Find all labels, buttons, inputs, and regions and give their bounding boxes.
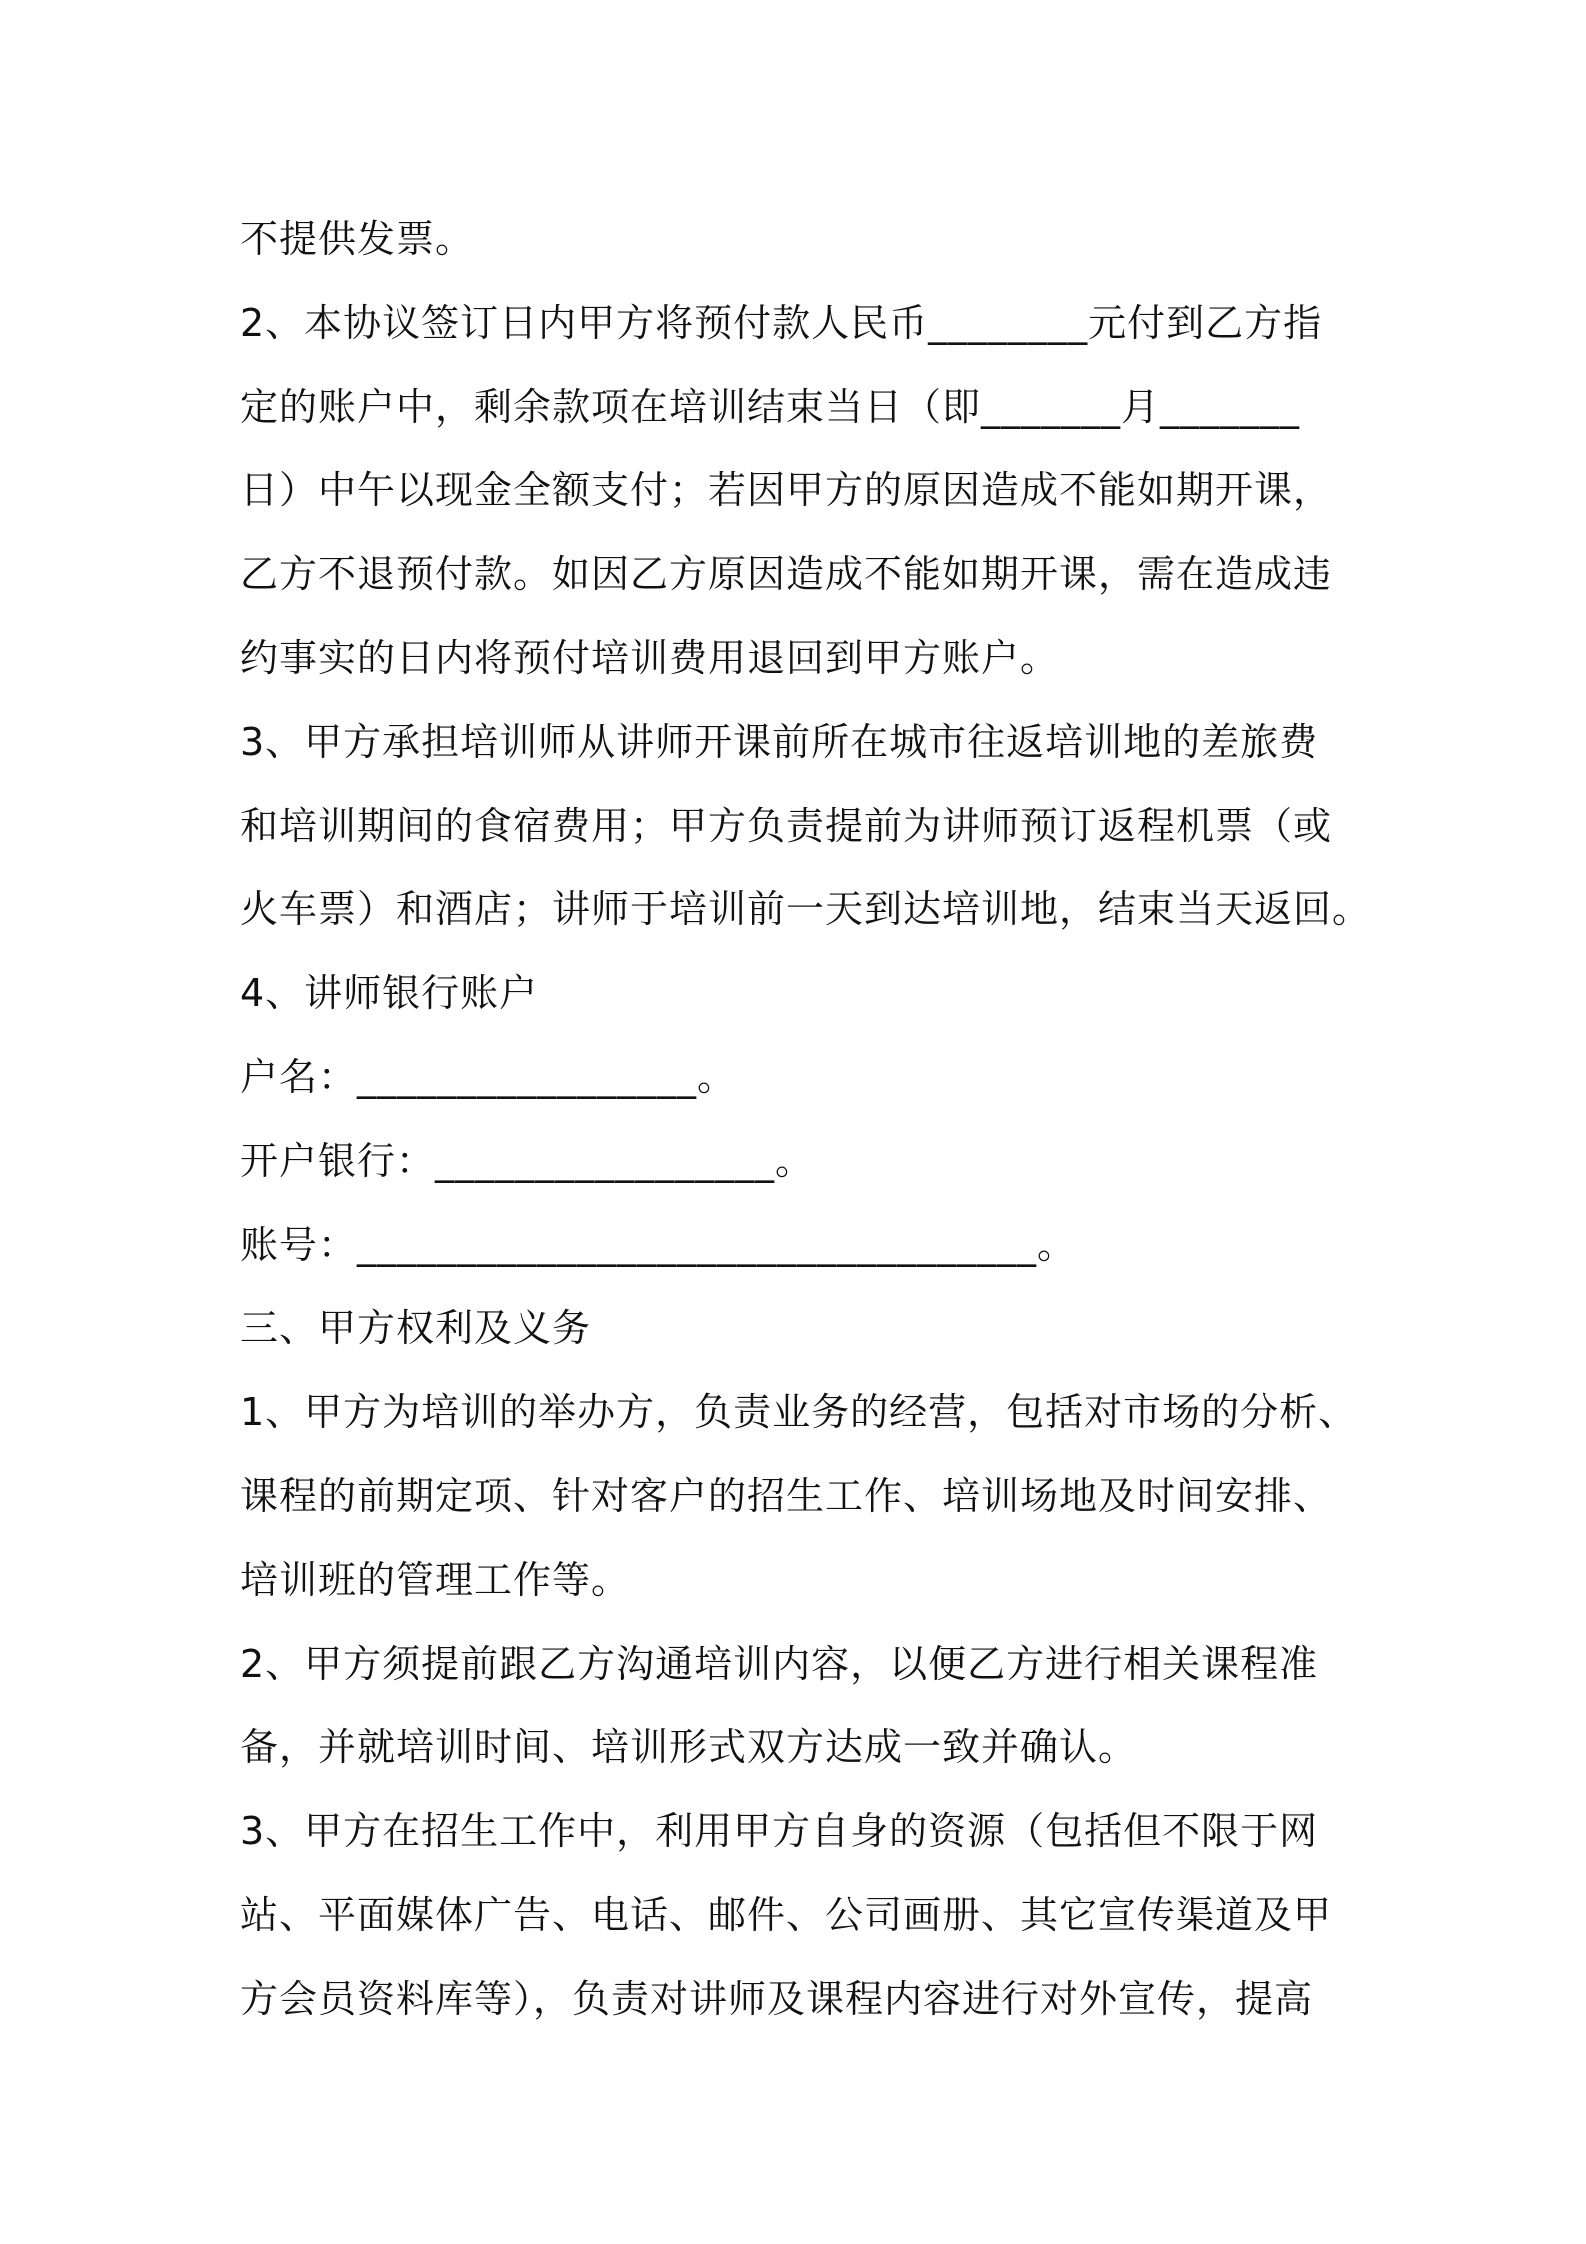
account-name-line: 户名：_________________。: [240, 1054, 737, 1099]
text-line: 3、甲方承担培训师从讲师开课前所在城市往返培训地的差旅费: [240, 719, 1319, 764]
text-line: 方会员资料库等），负责对讲师及课程内容进行对外宣传，提高: [240, 1976, 1314, 2021]
text-line: 培训班的管理工作等。: [240, 1557, 631, 1602]
text-line: 课程的前期定项、针对客户的招生工作、培训场地及时间安排、: [240, 1473, 1333, 1518]
text-line: 和培训期间的食宿费用；甲方负责提前为讲师预订返程机票（或: [240, 803, 1333, 848]
account-number-line: 账号：__________________________________。: [240, 1222, 1077, 1267]
text-line: 乙方不退预付款。如因乙方原因造成不能如期开课，需在造成违: [240, 552, 1333, 597]
text-line: 站、平面媒体广告、电话、邮件、公司画册、其它宣传渠道及甲: [240, 1892, 1333, 1937]
text-line: 2、本协议签订日内甲方将预付款人民币________元付到乙方指: [240, 300, 1323, 345]
text-line: 约事实的日内将预付培训费用退回到甲方账户。: [240, 635, 1060, 680]
text-line: 日）中午以现金全额支付；若因甲方的原因造成不能如期开课，: [240, 468, 1333, 513]
text-line: 3、甲方在招生工作中，利用甲方自身的资源（包括但不限于网: [240, 1809, 1319, 1854]
text-line: 备，并就培训时间、培训形式双方达成一致并确认。: [240, 1725, 1138, 1770]
text-line: 4、讲师银行账户: [240, 971, 539, 1016]
bank-name-line: 开户银行：_________________。: [240, 1138, 815, 1183]
text-line: 不提供发票。: [240, 217, 475, 261]
section-heading: 三、甲方权利及义务: [240, 1306, 592, 1351]
text-line: 火车票）和酒店；讲师于培训前一天到达培训地，结束当天返回。: [240, 887, 1372, 932]
text-line: 定的账户中，剩余款项在培训结束当日（即_______月_______: [240, 384, 1301, 429]
text-line: 2、甲方须提前跟乙方沟通培训内容，以便乙方进行相关课程准: [240, 1641, 1319, 1686]
text-line: 1、甲方为培训的举办方，负责业务的经营，包括对市场的分析、: [240, 1390, 1358, 1435]
document-body: [240, 198, 1370, 2042]
